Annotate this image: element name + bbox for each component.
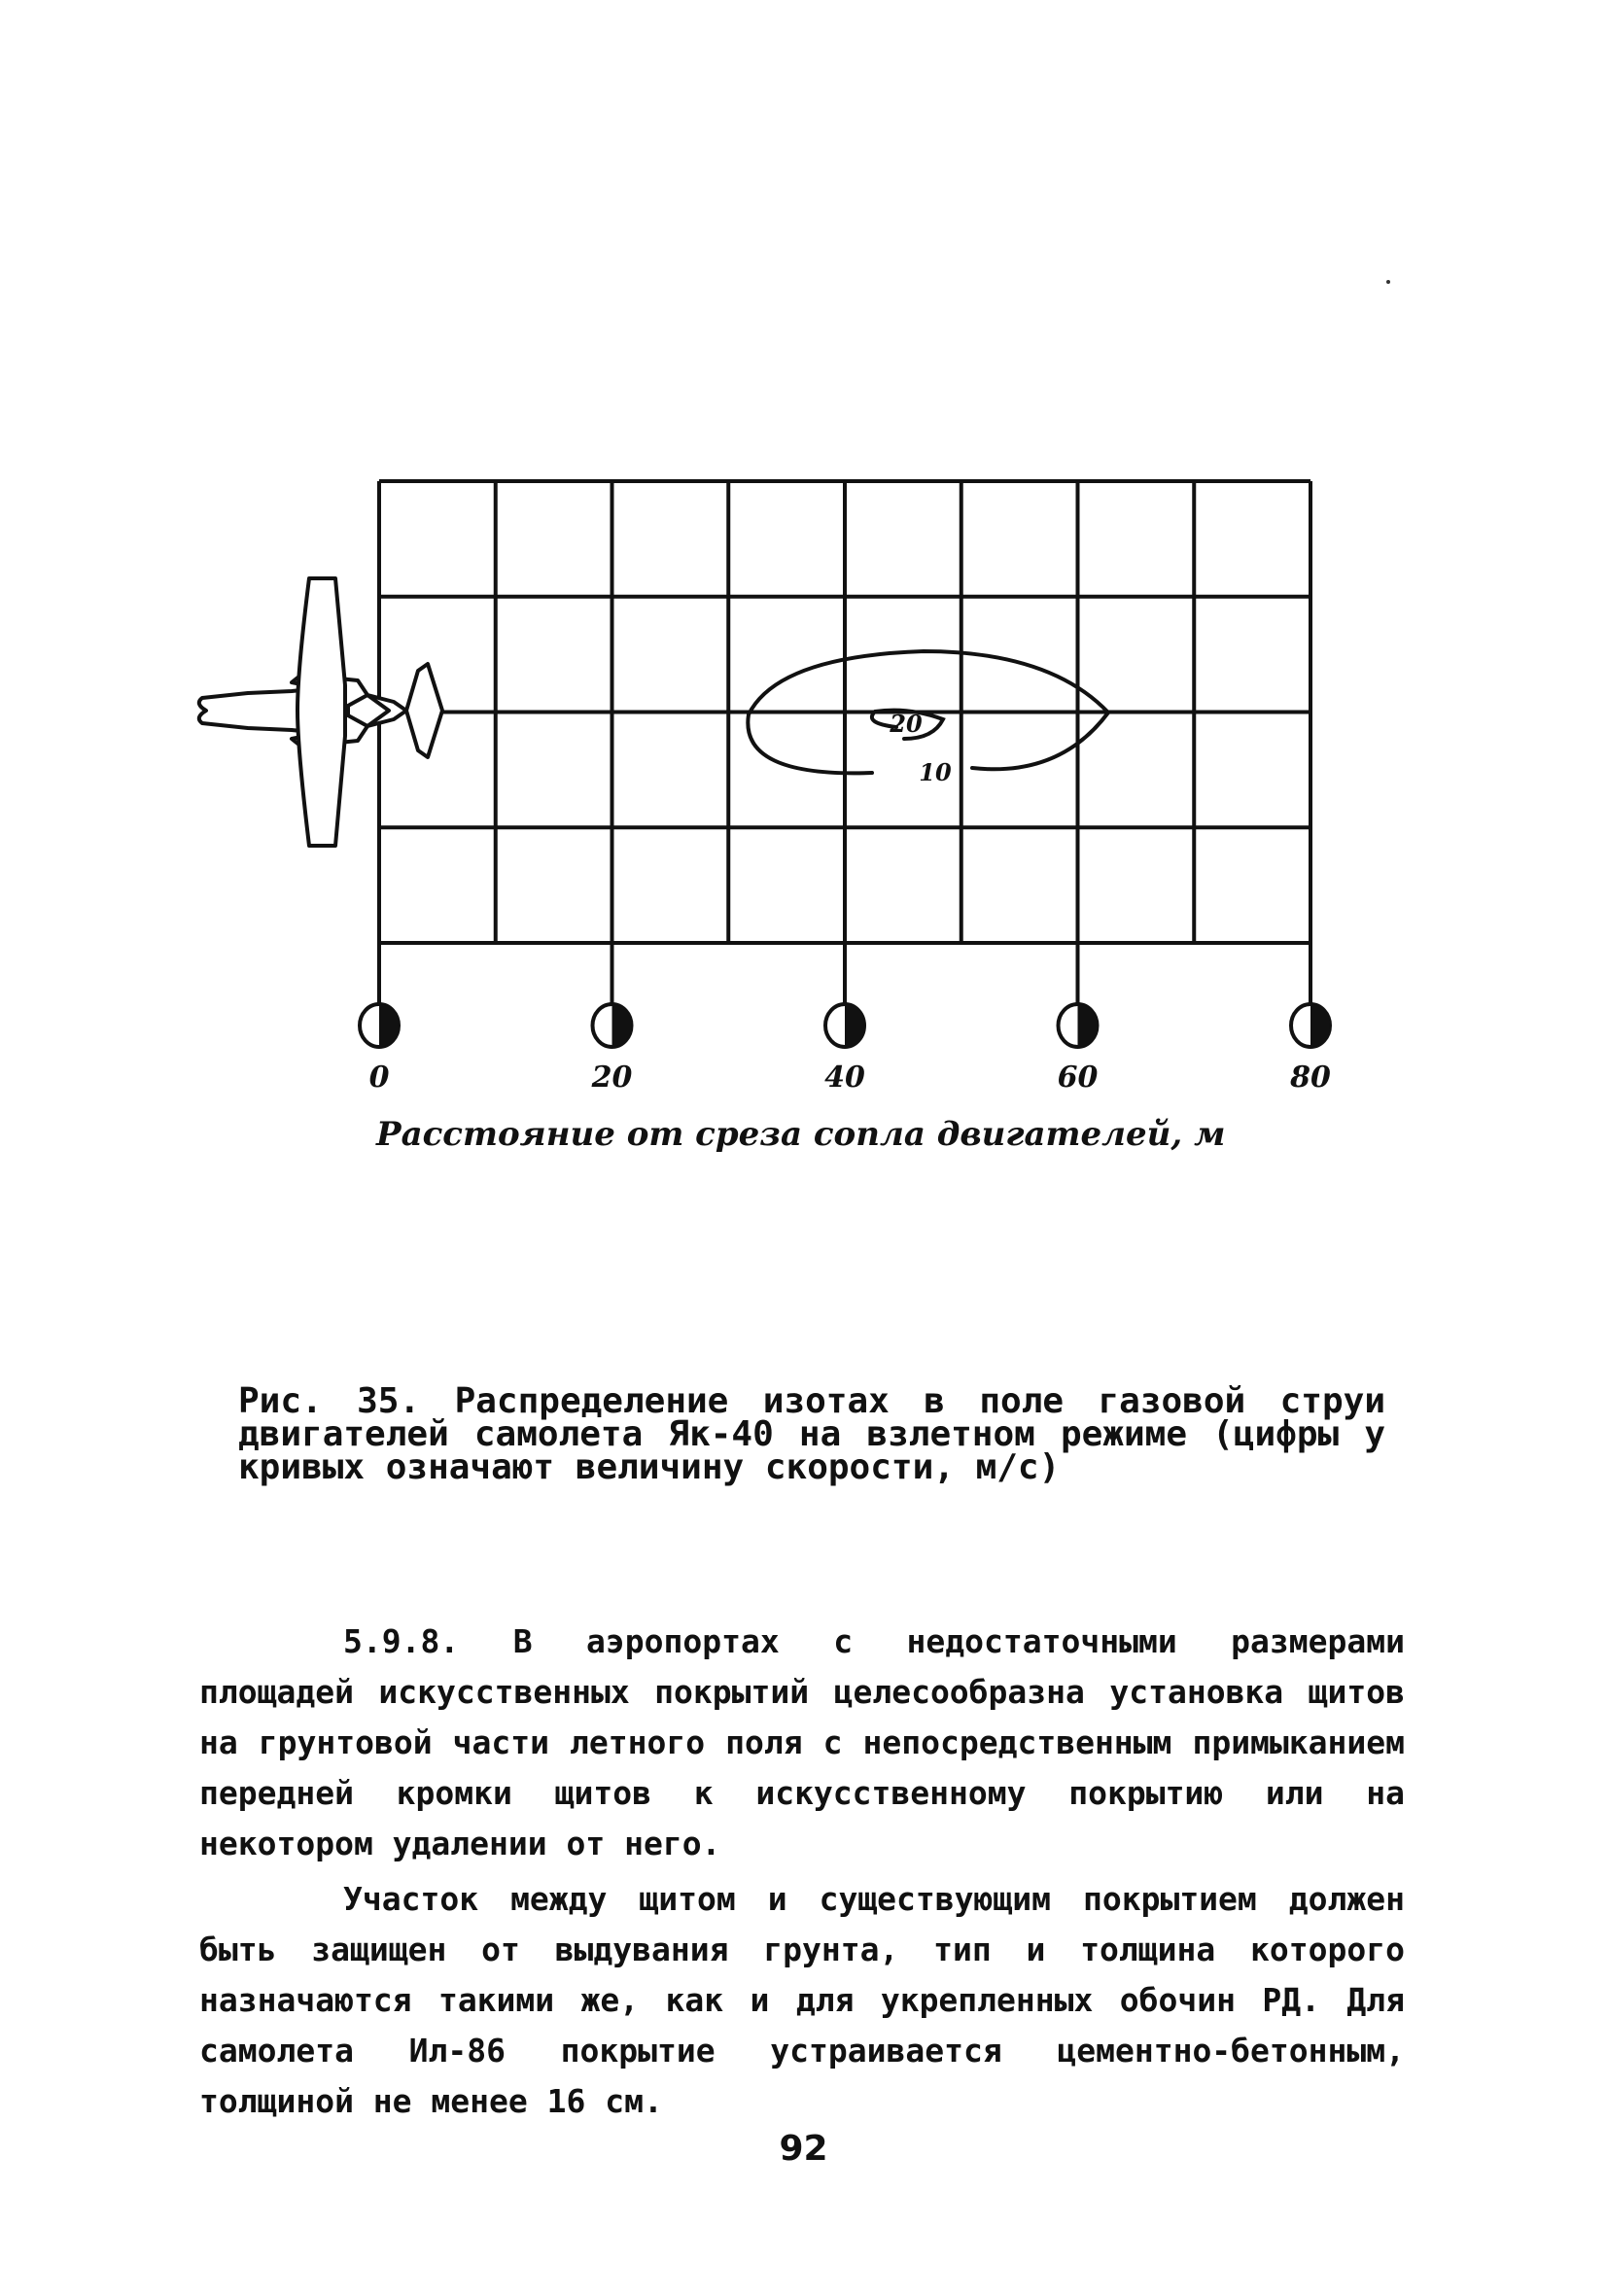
paragraph-continuation: Участок между щитом и существующим покрытием должен быть защищен от выдувания грунта, тип и толщина которого назначаются такими же, как и для укрепленных обочин РД. Для самолета Ил-86 покрытие устраивается цементно-бетонным, толщиной не менее 16 см. [199,1880,1405,2120]
page-number: 92 [779,2129,828,2169]
isotach-value-label: 10 [919,758,952,786]
x-tick-label: 20 [591,1061,633,1095]
distance-grid [379,481,1310,943]
x-axis-title: Расстояние от среза сопла двигателей, м [376,1115,1226,1154]
tick-marker-icon [593,1004,632,1047]
x-tick-label: 60 [1057,1061,1099,1095]
x-tick-label: 40 [824,1061,865,1095]
isotach-value-label: 20 [890,710,923,738]
x-tick-label: 0 [368,1061,390,1095]
figure-caption: Рис. 35. Распределение изотах в поле газовой струи двигателей самолета Як-40 на взлетном режиме (цифры у кривых означают величину скорости, м/с) [238,1381,1385,1487]
tick-marker-icon [360,1004,399,1047]
paragraph-5-9-8: 5.9.8. В аэропортах с недостаточными размерами площадей искусственных покрытий целесообразна установка щитов на грунтовой части летного поля с непосредственным примыканием передней кромки щитов к искусственному покрытию или на некотором удалении от него. [199,1622,1405,1862]
x-tick-label: 80 [1290,1061,1331,1095]
scan-dot [1386,280,1390,284]
tick-marker-icon [1291,1004,1330,1047]
tick-marker-icon [825,1004,864,1047]
tick-marker-icon [1059,1004,1098,1047]
aircraft-yak40-icon [199,578,442,846]
